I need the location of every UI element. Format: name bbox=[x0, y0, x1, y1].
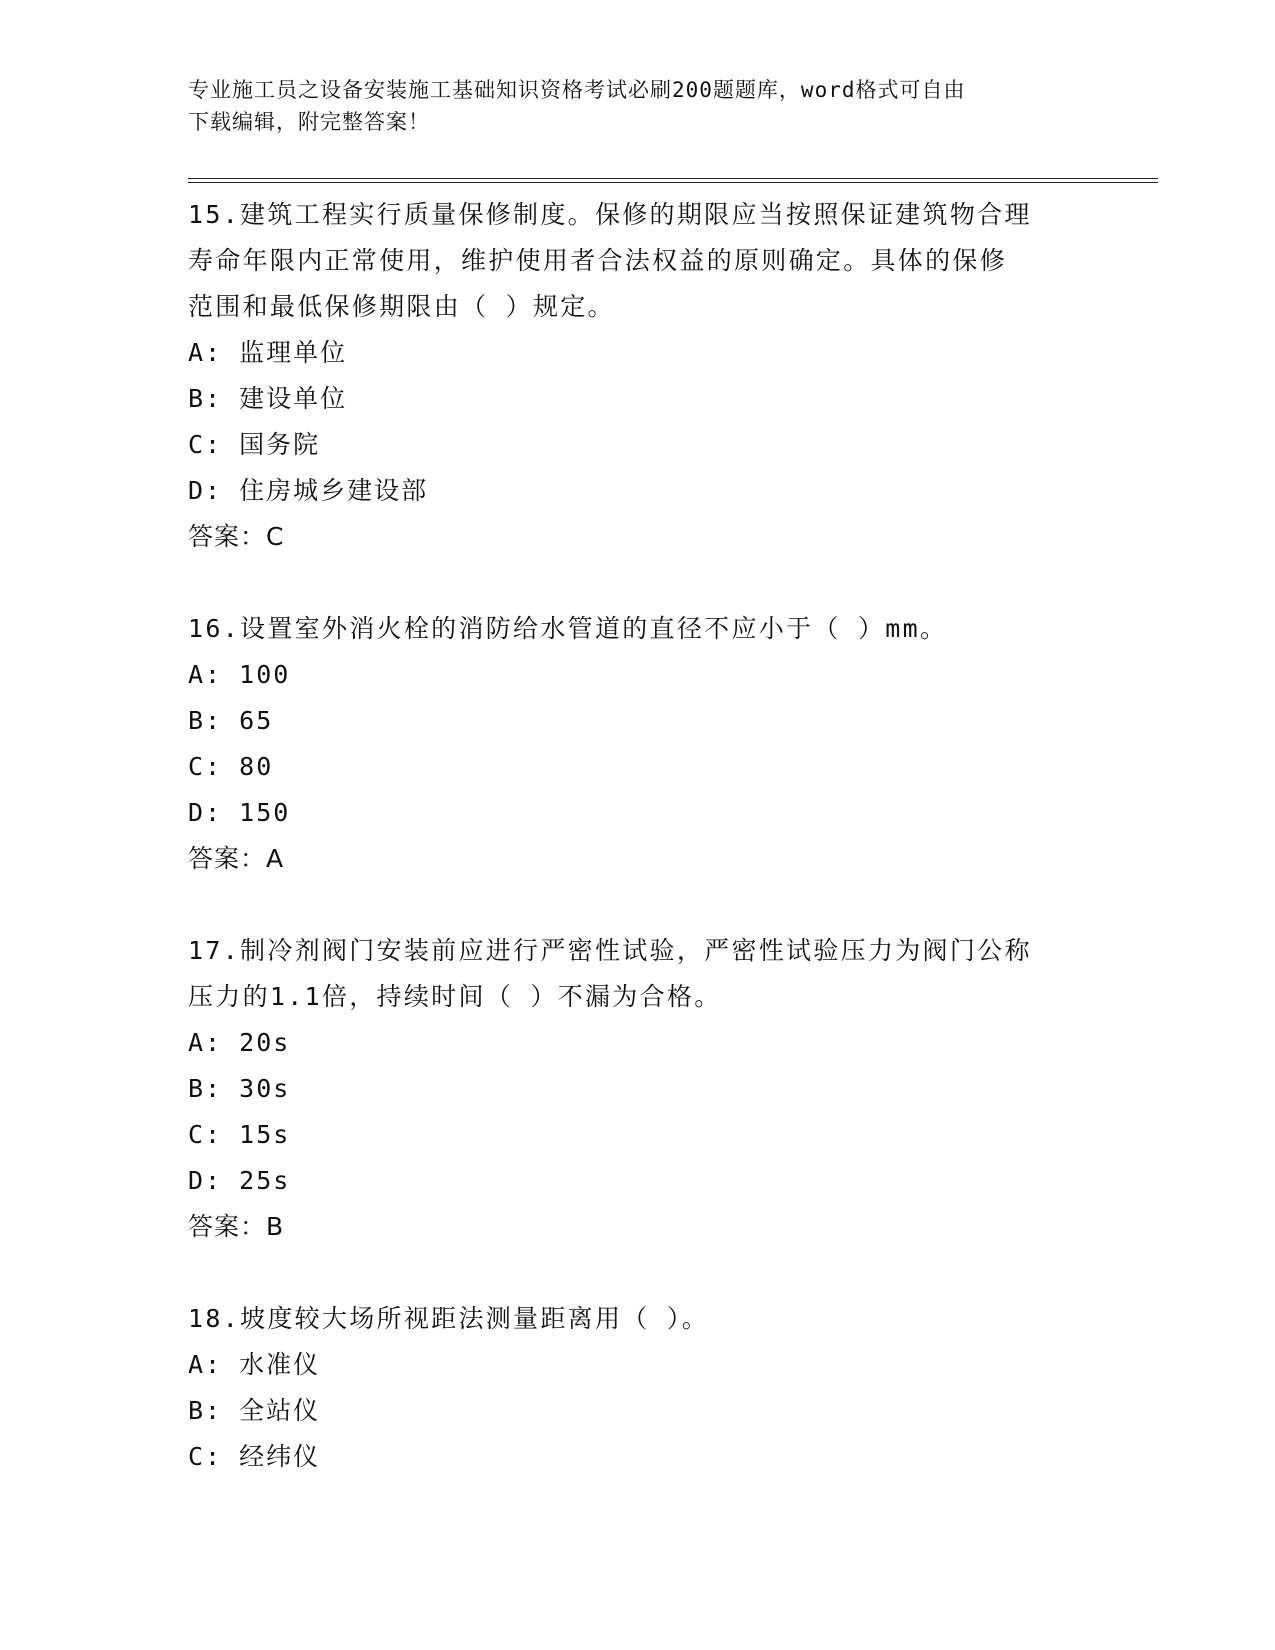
option-text: 建设单位 bbox=[239, 384, 348, 413]
question-stem-line: 18.坡度较大场所视距法测量距离用（ ）。 bbox=[188, 1304, 710, 1333]
option-label: A: bbox=[188, 660, 223, 689]
option-label: B: bbox=[188, 1074, 223, 1103]
answer-line: 答案：B bbox=[188, 1212, 285, 1241]
question-stem-line: 15.建筑工程实行质量保修制度。保修的期限应当按照保证建筑物合理 bbox=[188, 200, 1032, 229]
option-text: 80 bbox=[239, 752, 274, 781]
answer-line: 答案：A bbox=[188, 844, 285, 873]
question-stem-line: 寿命年限内正常使用，维护使用者合法权益的原则确定。具体的保修 bbox=[188, 246, 1008, 275]
option-label: C: bbox=[188, 1120, 223, 1149]
option-label: C: bbox=[188, 752, 223, 781]
option-a bbox=[188, 330, 1088, 376]
option-b bbox=[188, 1066, 1088, 1112]
option-label: B: bbox=[188, 384, 223, 413]
option-text: 监理单位 bbox=[239, 338, 348, 367]
option-text: 150 bbox=[239, 798, 291, 827]
question-list bbox=[188, 192, 1088, 1480]
question-16 bbox=[188, 606, 1088, 882]
option-a bbox=[188, 652, 1088, 698]
question-15 bbox=[188, 192, 1088, 560]
option-label: A: bbox=[188, 1350, 223, 1379]
option-c bbox=[188, 1434, 1088, 1480]
question-stem-line: 范围和最低保修期限由（ ）规定。 bbox=[188, 292, 615, 321]
option-label: C: bbox=[188, 1442, 223, 1471]
option-text: 20s bbox=[239, 1028, 291, 1057]
option-d bbox=[188, 468, 1088, 514]
option-b bbox=[188, 698, 1088, 744]
option-label: A: bbox=[188, 338, 223, 367]
option-b bbox=[188, 376, 1088, 422]
option-label: C: bbox=[188, 430, 223, 459]
question-18 bbox=[188, 1296, 1088, 1480]
option-text: 水准仪 bbox=[239, 1350, 321, 1379]
option-text: 国务院 bbox=[239, 430, 321, 459]
option-label: D: bbox=[188, 798, 223, 827]
question-stem-line: 压力的1.1倍，持续时间（ ）不漏为合格。 bbox=[188, 982, 722, 1011]
option-text: 全站仪 bbox=[239, 1396, 321, 1425]
option-text: 30s bbox=[239, 1074, 291, 1103]
option-label: B: bbox=[188, 1396, 223, 1425]
question-spacer bbox=[188, 882, 1088, 928]
option-label: D: bbox=[188, 1166, 223, 1195]
question-17 bbox=[188, 928, 1088, 1250]
option-text: 住房城乡建设部 bbox=[239, 476, 429, 505]
option-label: B: bbox=[188, 706, 223, 735]
question-stem-line: 16.设置室外消火栓的消防给水管道的直径不应小于（ ）mm。 bbox=[188, 614, 948, 643]
option-c bbox=[188, 422, 1088, 468]
option-a bbox=[188, 1020, 1088, 1066]
option-d bbox=[188, 1158, 1088, 1204]
option-c bbox=[188, 1112, 1088, 1158]
option-text: 25s bbox=[239, 1166, 291, 1195]
question-stem-line: 17.制冷剂阀门安装前应进行严密性试验，严密性试验压力为阀门公称 bbox=[188, 936, 1032, 965]
question-spacer bbox=[188, 1250, 1088, 1296]
answer-line: 答案：C bbox=[188, 522, 285, 551]
option-text: 100 bbox=[239, 660, 291, 689]
header-line-2: 下载编辑，附完整答案！ bbox=[188, 110, 430, 134]
option-text: 15s bbox=[239, 1120, 291, 1149]
option-d bbox=[188, 790, 1088, 836]
document-header bbox=[188, 74, 1068, 138]
option-b bbox=[188, 1388, 1088, 1434]
option-c bbox=[188, 744, 1088, 790]
option-label: D: bbox=[188, 476, 223, 505]
header-line-1: 专业施工员之设备安装施工基础知识资格考试必刷200题题库，word格式可自由 bbox=[188, 78, 966, 102]
header-divider bbox=[188, 178, 1158, 183]
option-label: A: bbox=[188, 1028, 223, 1057]
option-a bbox=[188, 1342, 1088, 1388]
option-text: 65 bbox=[239, 706, 274, 735]
question-spacer bbox=[188, 560, 1088, 606]
option-text: 经纬仪 bbox=[239, 1442, 321, 1471]
